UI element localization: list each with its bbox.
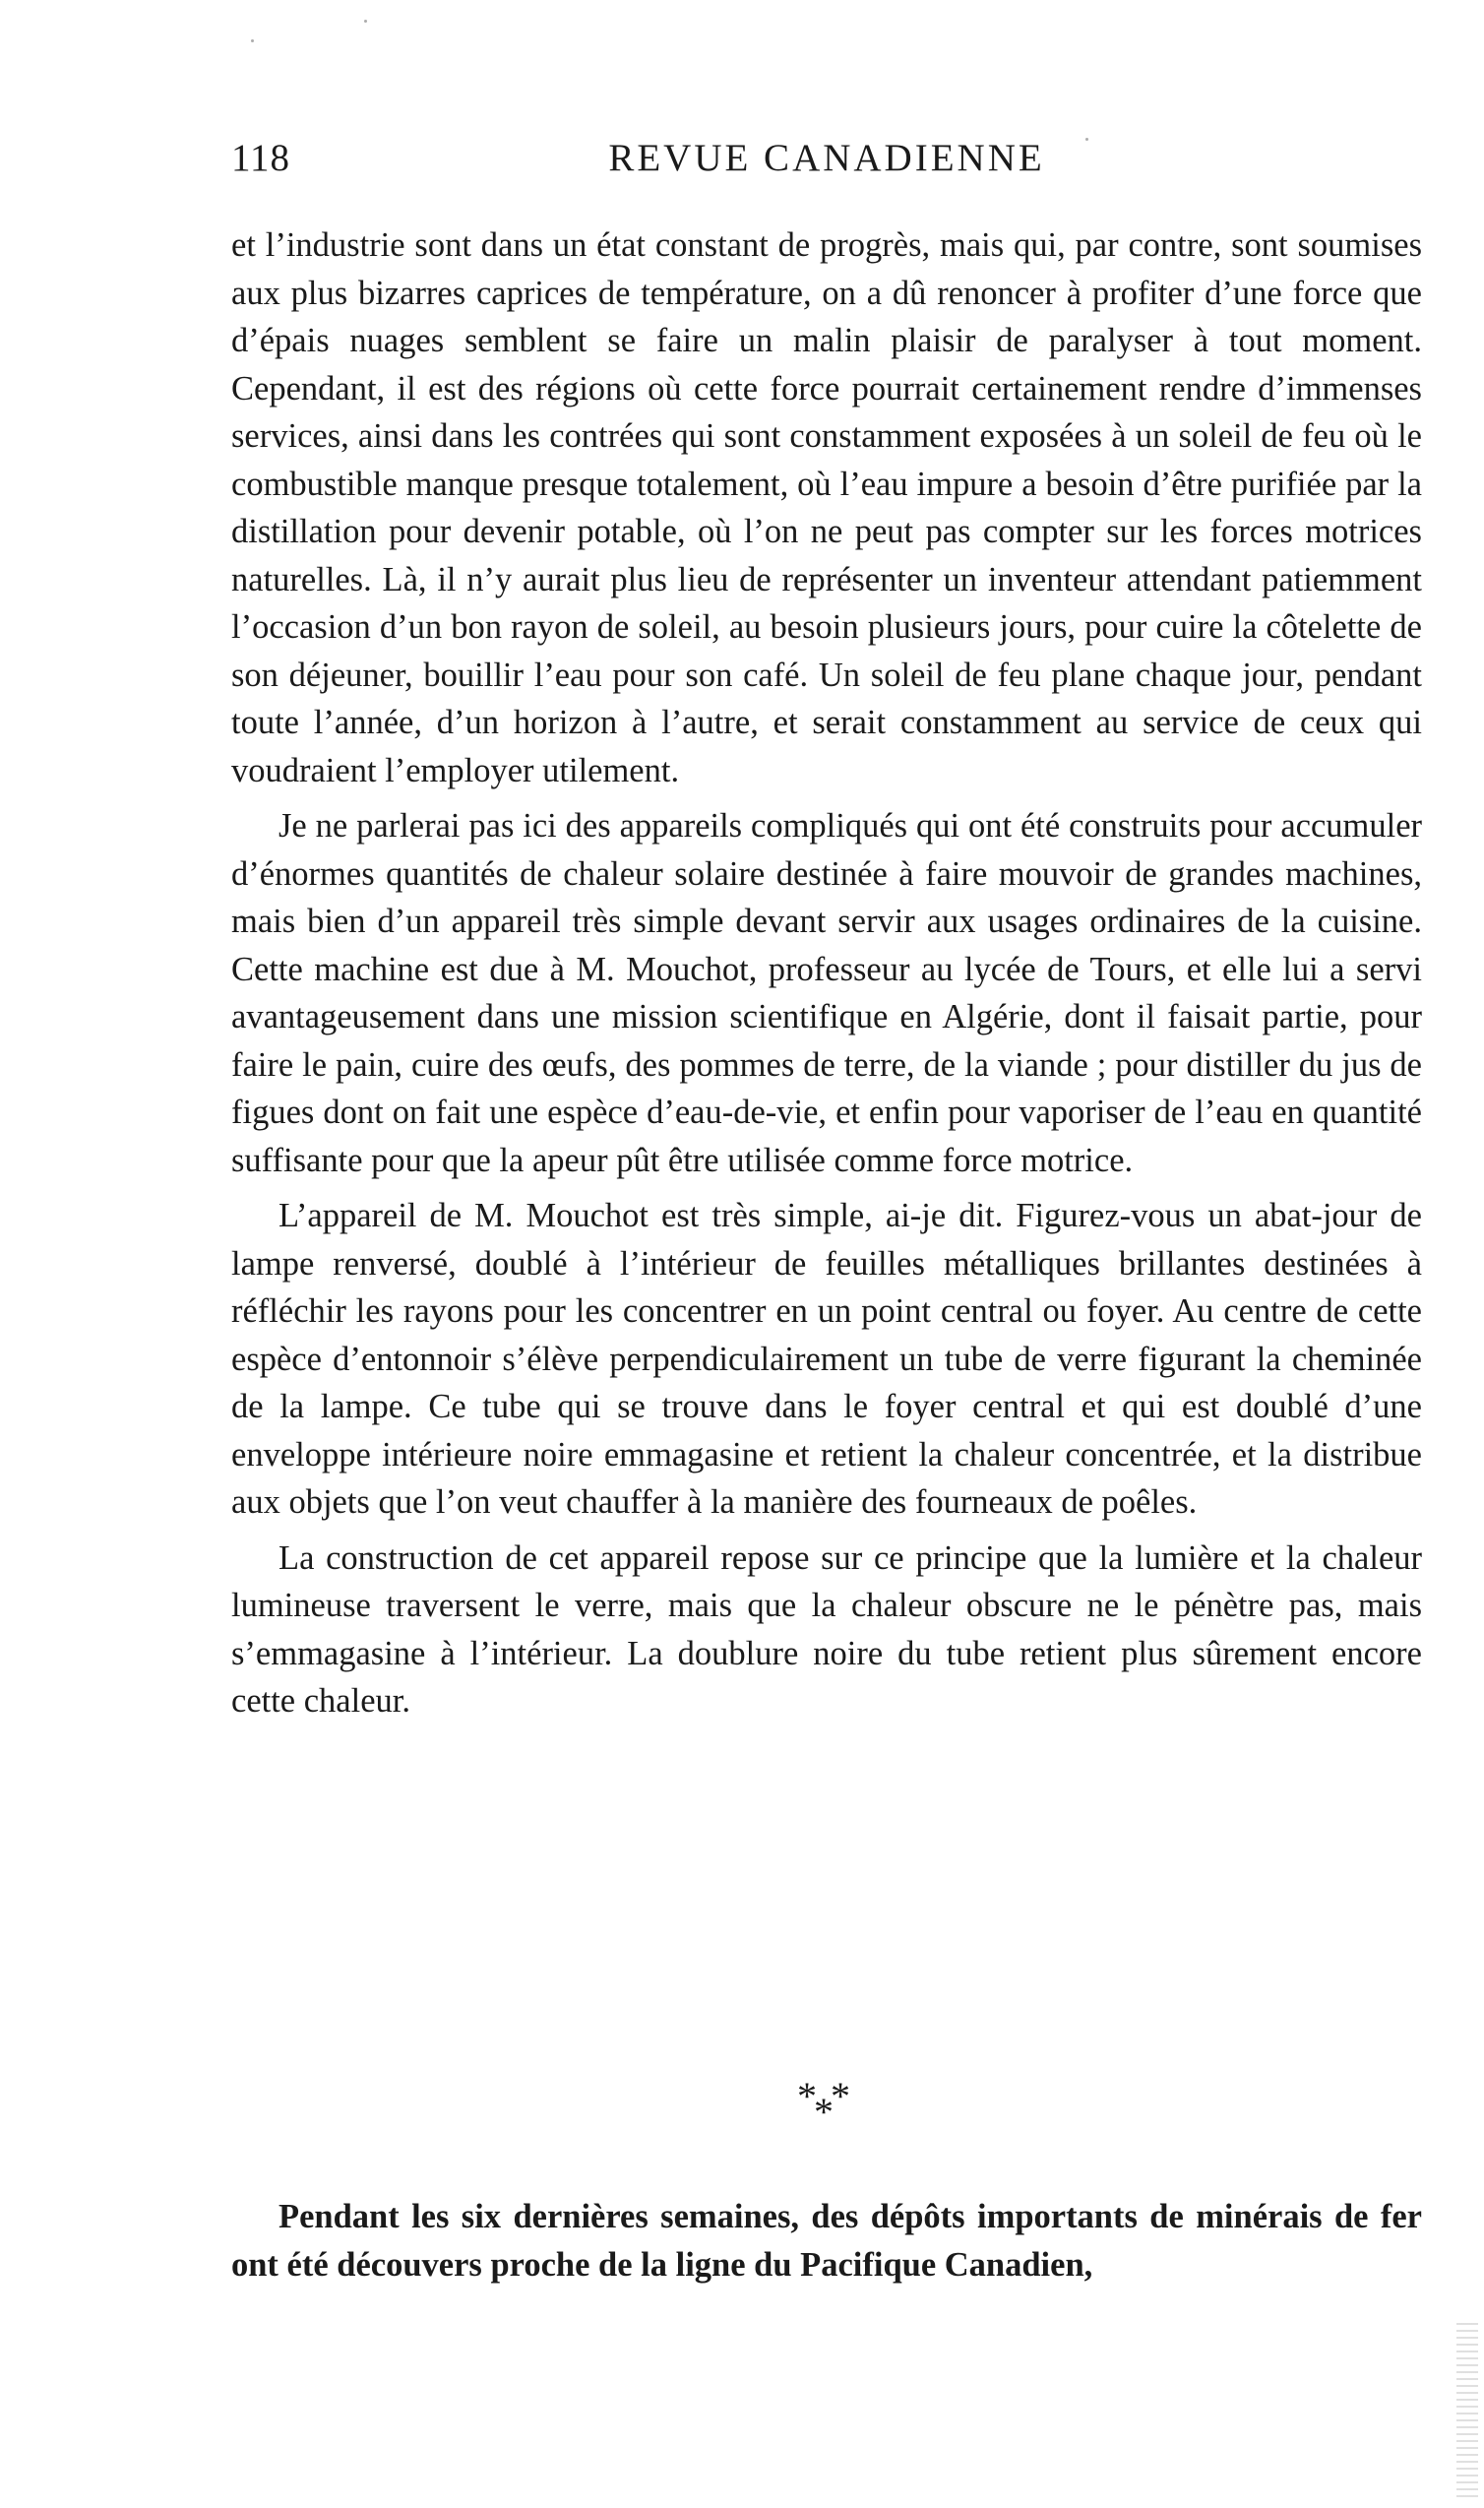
separator-star-middle: * bbox=[814, 2090, 834, 2134]
page-header bbox=[231, 136, 1422, 195]
paragraph-3: L’appareil de M. Mouchot est très simple, ai-je dit. Figurez-vous un abat-jour de lampe renversé, doublé à l’intérieur de feuilles métalliques brillantes destinées à réfléchir les rayons pour les concentrer en un point central ou foyer. Au centre de cette espèce d’entonnoir s’élève perpendiculairement un tube de verre figurant la cheminée de la lampe. Ce tube qui se trouve dans le foyer central et qui est doublé d’une enveloppe intérieure noire emmagasine et retient la chaleur concentrée, et la distribue aux objets que l’on veut chauffer à la manière des fourneaux de poêles. bbox=[231, 1197, 1422, 1521]
running-title: REVUE CANADIENNE bbox=[608, 137, 1045, 179]
scan-speck bbox=[364, 20, 367, 23]
scan-edge-noise bbox=[1456, 2323, 1478, 2500]
section-separator bbox=[231, 2074, 1422, 2156]
scan-speck bbox=[251, 39, 254, 42]
body-text bbox=[231, 221, 1422, 1725]
scan-speck bbox=[1085, 138, 1088, 141]
paragraph-1: et l’industrie sont dans un état constant de progrès, mais qui, par contre, sont soumises aux plus bizarres caprices de température, on a dû renoncer à profiter d’une force que d’épais nuages semblent se faire un malin plaisir de paralyser à tout moment. Cependant, il est des régions où cette force pourrait certainement rendre d’immenses services, ainsi dans les contrées qui sont constamment exposées à un soleil de feu où le combustible manque presque totalement, où l’eau impure a besoin d’être purifiée par la distillation pour devenir potable, où l’on ne peut pas compter sur les forces motrices naturelles. Là, il n’y aurait plus lieu de représenter un inventeur attendant patiemment l’occasion d’un bon rayon de soleil, au besoin plusieurs jours, pour cuire la côtelette de son déjeuner, bouillir l’eau pour son café. Un soleil de feu plane chaque jour, pendant toute l’année, d’un horizon à l’autre, et serait constamment au service de ceux qui voudraient l’employer utilement. bbox=[231, 226, 1422, 789]
page-number: 118 bbox=[231, 137, 291, 179]
separator-star-left: * bbox=[797, 2074, 817, 2118]
paragraph-4: La construction de cet appareil repose sur ce principe que la lumière et la chaleur lumineuse traversent le verre, mais que la chaleur obscure ne le pénètre pas, mais s’emmagasine à l’intérieur. La doublure noire du tube retient plus sûrement encore cette chaleur. bbox=[231, 1538, 1422, 1720]
closing-text bbox=[231, 2193, 1422, 2289]
closing-paragraph: Pendant les six dernières semaines, des dépôts importants de minérais de fer ont été découvers proche de la ligne du Pacifique Canadien, bbox=[231, 2198, 1422, 2284]
separator-star-right: * bbox=[831, 2074, 850, 2118]
paragraph-2: Je ne parlerai pas ici des appareils compliqués qui ont été construits pour accumuler d’énormes quantités de chaleur solaire destinée à faire mouvoir de grandes machines, mais bien d’un appareil très simple devant servir aux usages ordinaires de la cuisine. Cette machine est due à M. Mouchot, professeur au lycée de Tours, et elle lui a servi avantageusement dans une mission scientifique en Algérie, dont il faisait partie, pour faire le pain, cuire des œufs, des pommes de terre, de la viande ; pour distiller du jus de figues dont on fait une espèce d’eau-de-vie, et enfin pour vaporiser de l’eau en quantité suffisante pour que la apeur pût être utilisée comme force motrice. bbox=[231, 807, 1422, 1179]
